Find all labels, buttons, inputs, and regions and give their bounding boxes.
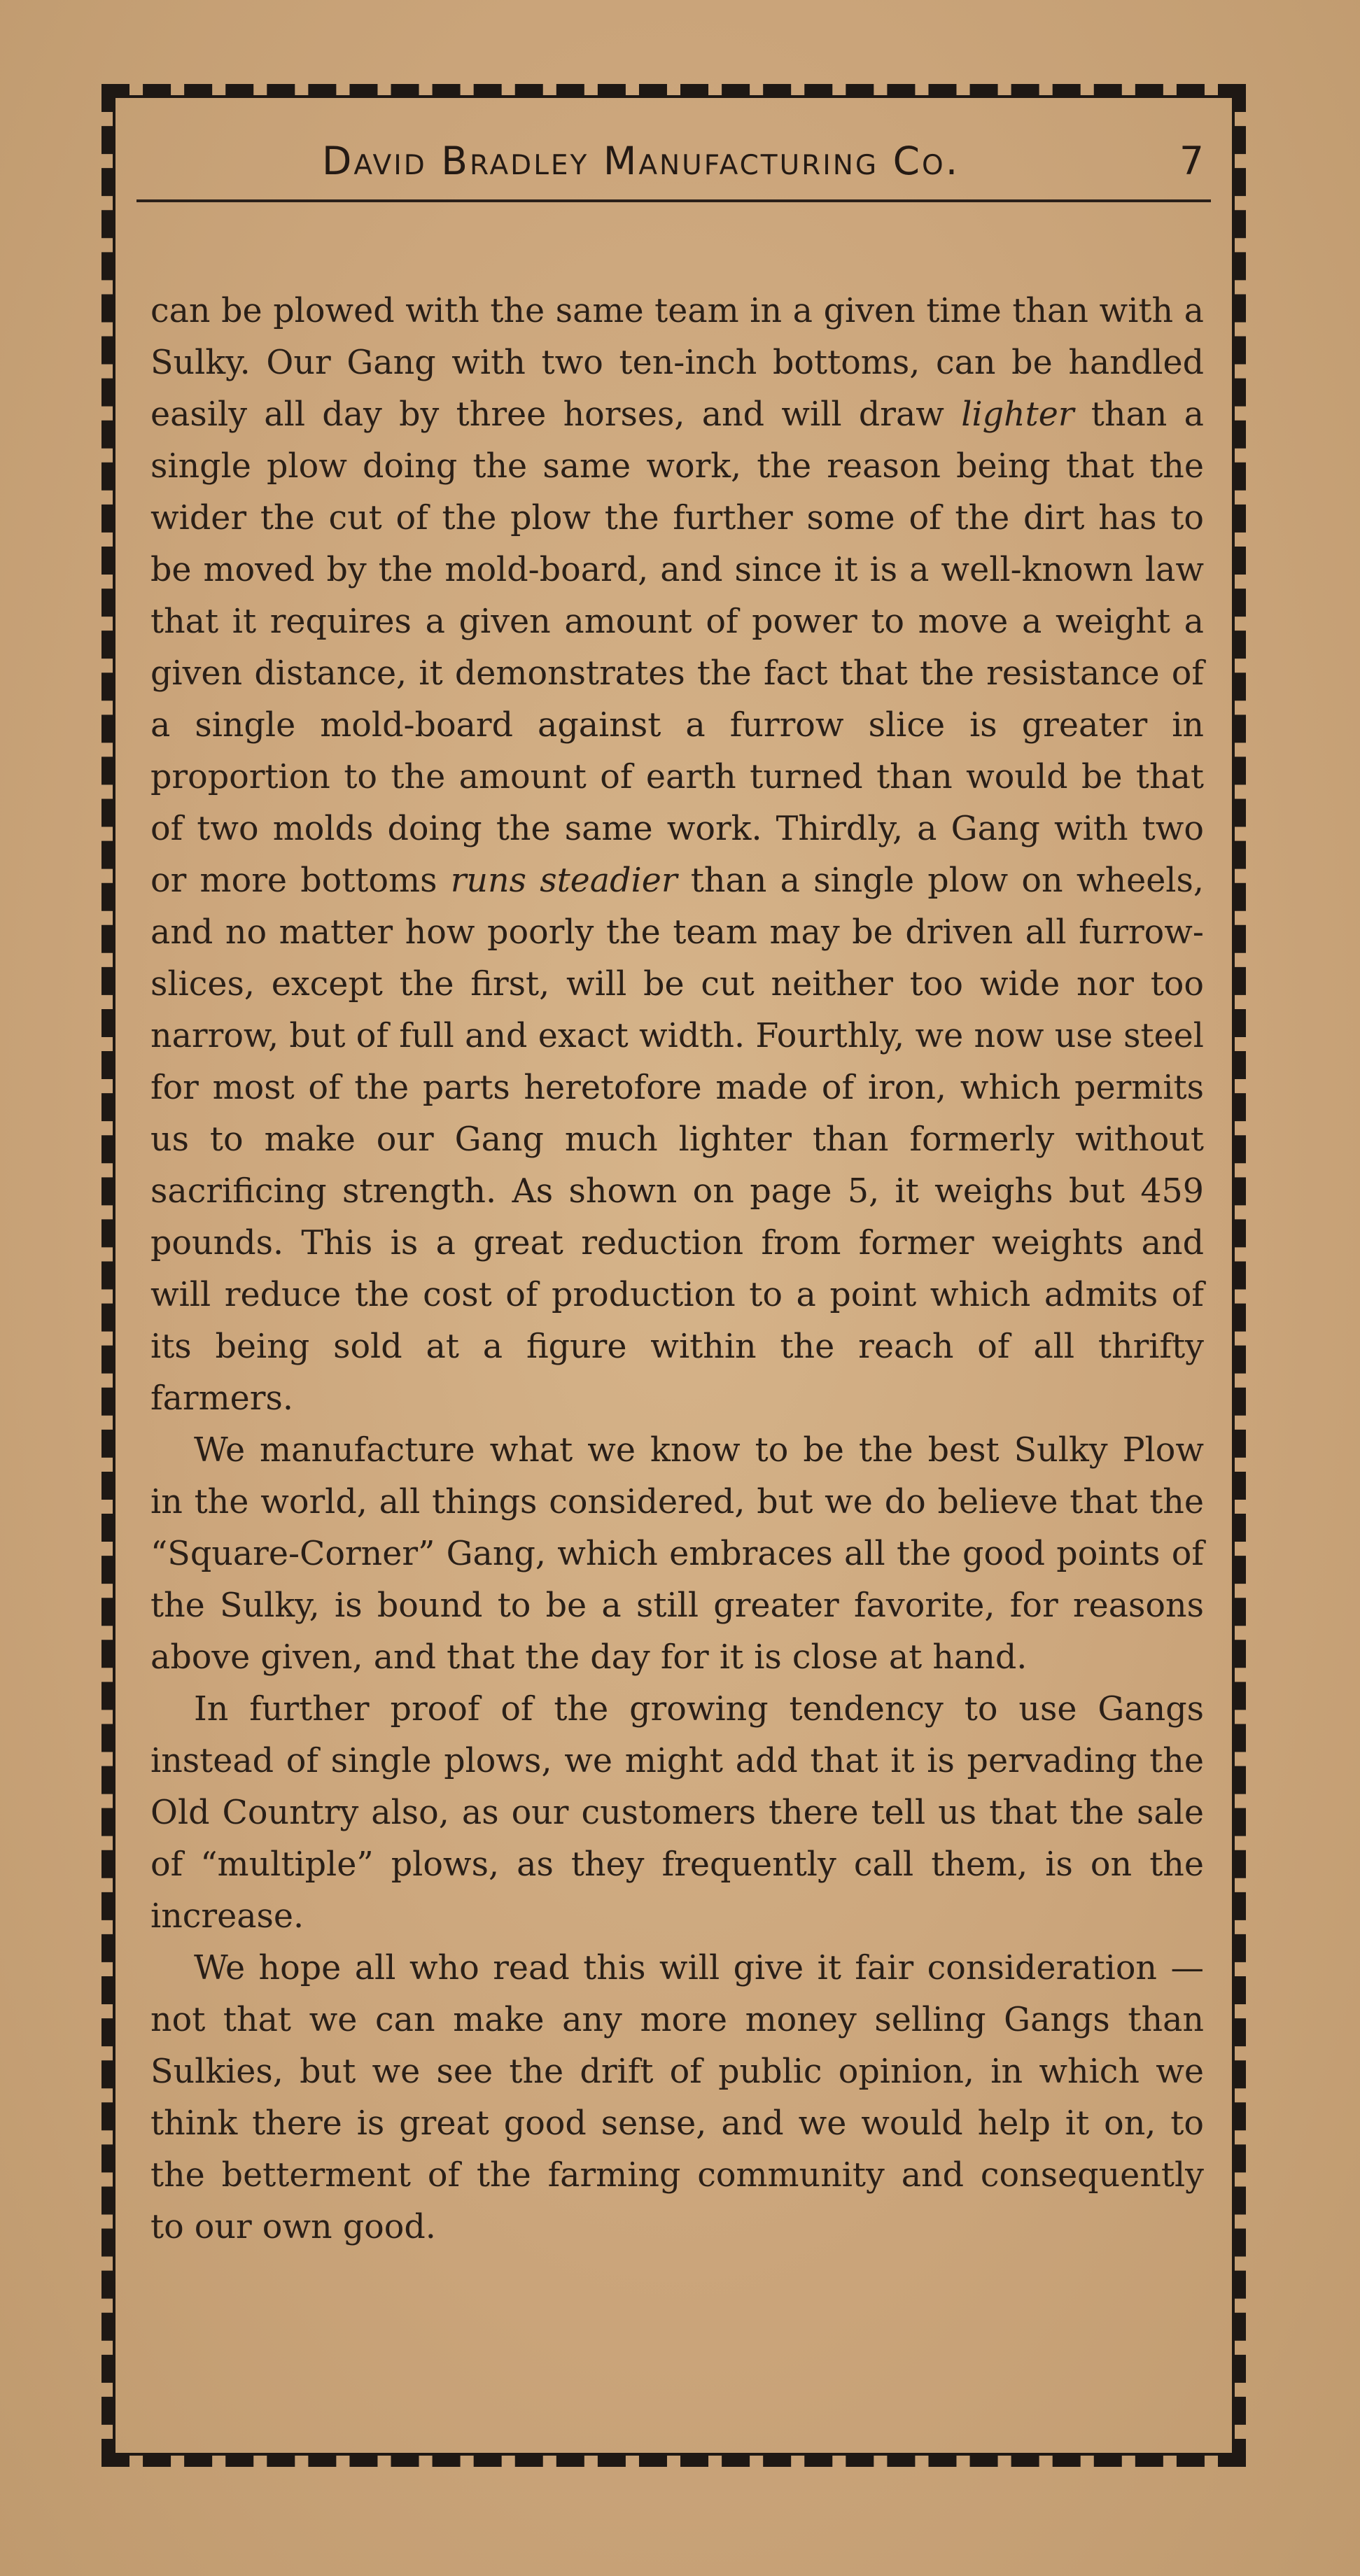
paragraph-1-italic-lighter: lighter <box>961 395 1074 434</box>
paragraph-3: In further proof of the growing tendency to use Gangs instead of single plows, we might add that it is pervading the Old Country also, as our customers there tell us that the sale of “multiple” plows, as they frequently call them, is on the increase. <box>150 1690 1204 1936</box>
paragraph-1-part-3: than a single plow doing the same work, the reason being that the wider the cut of the plow the further some of the dirt has to be moved by the mold-board, and since it is a well-known law that it requires a given amount of power to move a weight a given distance, it demonstrates the fact that the resistance of a single mold-board against a furrow slice is greater in proportion to the amount of earth turned than would be that of two molds doing the same work. Thirdly, a Gang with two or more bottoms <box>150 395 1204 900</box>
paragraph-1-part-1: can be plowed with the same team in a given time than with a Sulky. Our Gang with two ten-inch bottoms, can be handled easily all day by three horses, and will draw <box>150 292 1204 434</box>
paragraph-2: We manufacture what we know to be the best Sulky Plow in the world, all things considered, but we do believe that the “Square-Corner” Gang, which embraces all the good points of the Sulky, is bound to be a still greater favorite, for reasons above given, and that the day for it is close at hand. <box>150 1431 1204 1677</box>
paragraph-1-italic-runs-steadier: runs steadier <box>450 861 678 900</box>
page-number: 7 <box>1179 139 1204 183</box>
paragraph-1-part-5: than a single plow on wheels, and no matter how poorly the team may be driven all furrow-slices, except the first, will be cut neither too wide nor too narrow, but of full and exact width. Fourthly, we now use steel for most of the parts heretofore made of iron, which permits us to make our Gang much lighter than formerly without sacrificing strength. As shown on page 5, it weighs but 459 pounds. This is a great reduction from former weights and will reduce the cost of production to a point which admits of its being sold at a figure within the reach of all thrifty farmers. <box>150 861 1204 1418</box>
header-title: David Bradley Manufacturing Co. <box>322 139 960 183</box>
body-text <box>150 286 1204 2253</box>
paragraph-4: We hope all who read this will give it fair consideration — not that we can make any more money selling Gangs than Sulkies, but we see the drift of public opinion, in which we think there is great good sense, and we would help it on, to the betterment of the farming community and consequently to our own good. <box>150 1949 1204 2246</box>
page-header <box>136 133 1211 202</box>
paragraph-1 <box>150 286 1204 1425</box>
decorative-border <box>101 84 1246 2467</box>
